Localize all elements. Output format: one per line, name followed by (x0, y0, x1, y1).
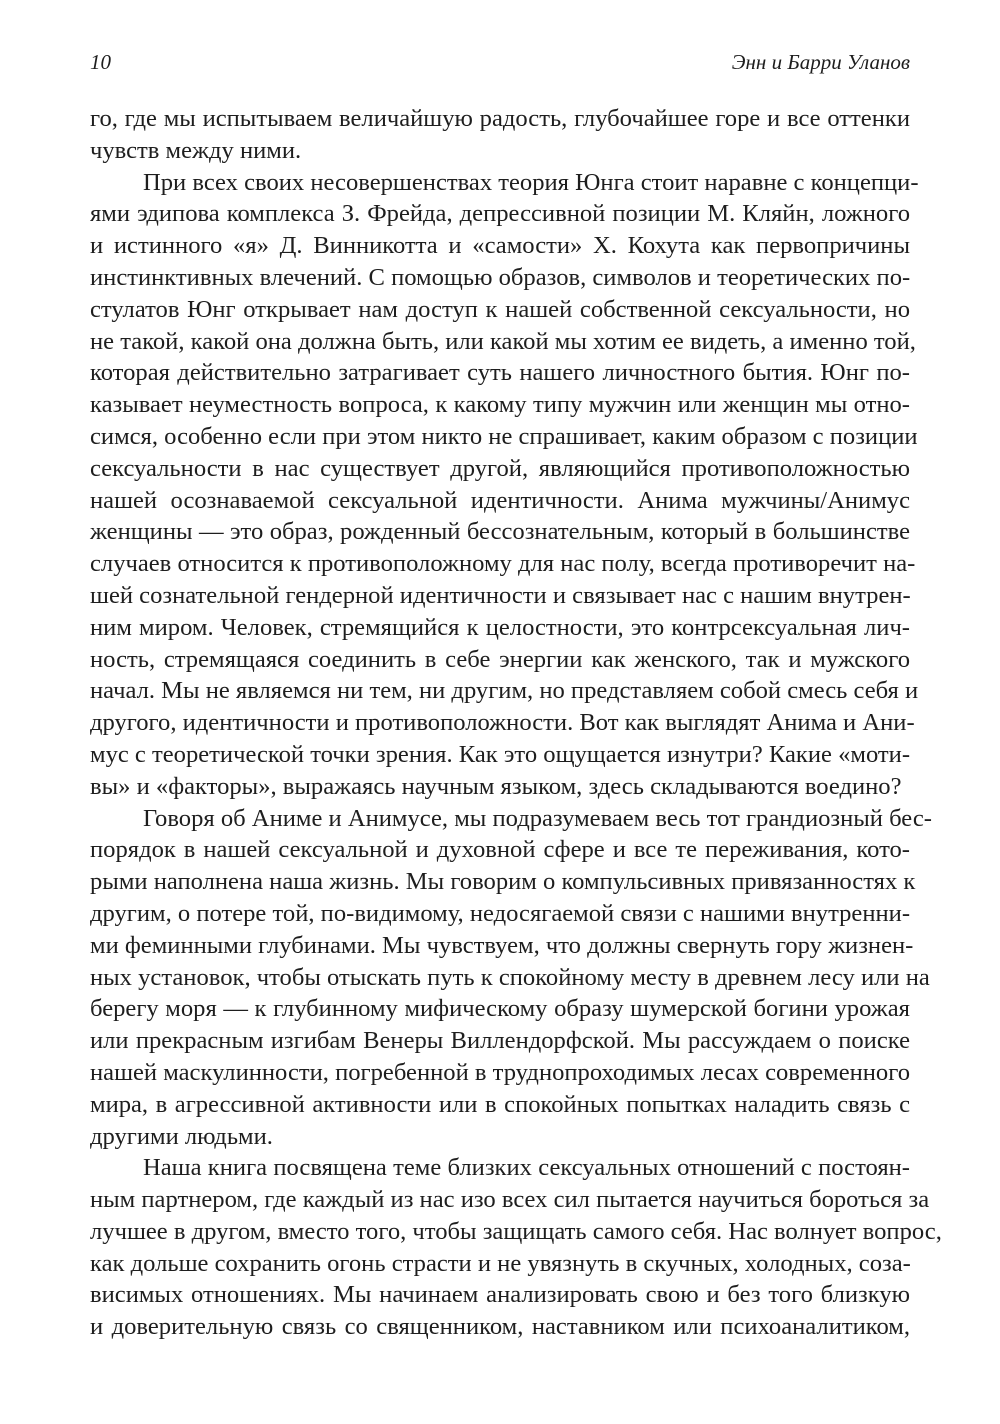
text-line: начал. Мы не являемся ни тем, ни другим, но представляем собой смесь себя и (90, 677, 919, 705)
paragraph (90, 1152, 942, 1343)
text-line: нашей маскулинности, погребенной в труднопроходимых лесах современного (90, 1058, 910, 1086)
text-line: мус с теоретической точки зрения. Как это ощущается изнутри? Какие «моти- (90, 740, 911, 768)
text-line: и доверительную связь со священником, наставником или психоаналитиком, (90, 1313, 910, 1341)
text-line: го, где мы испытываем величайшую радость, глубочайшее горе и все оттенки (90, 105, 910, 132)
running-head: Энн и Барри Уланов (731, 50, 910, 74)
paragraph (90, 103, 910, 167)
text-line: не такой, какой она должна быть, или какой мы хотим ее видеть, а именно той, (90, 327, 916, 355)
text-line: ми феминными глубинами. Мы чувствуем, что должны свернуть гору жизнен- (90, 931, 914, 959)
text-line: другим, о потере той, по-видимому, недосягаемой связи с нашими внутренни- (90, 899, 911, 927)
text-line: Наша книга посвящена теме близких сексуальных отношений с постоян- (143, 1154, 910, 1182)
page-header (90, 50, 910, 80)
text-line: шей сознательной гендерной идентичности и связывает нас с нашим внутрен- (90, 581, 911, 609)
text-line: случаев относится к противоположному для нас полу, всегда противоречит на- (90, 550, 916, 578)
text-line: инстинктивных влечений. С помощью образов, символов и теоретических по- (90, 263, 911, 291)
text-line: Говоря об Аниме и Анимусе, мы подразумеваем весь тот грандиозный бес- (143, 804, 932, 832)
text-line: мира, в агрессивной активности или в спокойных попытках наладить связь с (90, 1090, 910, 1118)
page-number: 10 (90, 50, 111, 74)
text-line: чувств между ними. (90, 136, 302, 164)
text-line: порядок в нашей сексуальной и духовной сфере и все те переживания, кото- (90, 836, 910, 864)
text-line: При всех своих несовершенствах теория Юнга стоит наравне с концепци- (143, 168, 919, 196)
text-line: или прекрасным изгибам Венеры Виллендорфской. Мы рассуждаем о поиске (90, 1027, 910, 1055)
text-line: рыми наполнена наша жизнь. Мы говорим о компульсивных привязанностях к (90, 868, 916, 896)
text-line: стулатов Юнг открывает нам доступ к нашей собственной сексуальности, но (90, 295, 910, 323)
text-line: женщины — это образ, рожденный бессознательным, который в большинстве (90, 518, 910, 546)
text-line: казывает неуместность вопроса, к какому типу мужчин или женщин мы отно- (90, 391, 910, 419)
text-line: вы» и «факторы», выражаясь научным языком, здесь складываются воедино? (90, 772, 902, 800)
text-line: ями эдипова комплекса З. Фрейда, депрессивной позиции М. Кляйн, ложного (90, 200, 910, 228)
text-line: и истинного «я» Д. Винникотта и «самости» Х. Кохута как первопричины (90, 232, 910, 260)
text-line: симся, особенно если при этом никто не спрашивает, каким образом с позиции (90, 422, 918, 450)
paragraph (90, 803, 932, 1153)
text-line: висимых отношениях. Мы начинаем анализировать свою и без того близкую (90, 1281, 910, 1309)
text-line: другими людьми. (90, 1122, 273, 1150)
text-line: другого, идентичности и противоположности. Вот как выглядят Анима и Ани- (90, 709, 915, 737)
body-text (90, 103, 942, 1343)
text-line: ность, стремящаяся соединить в себе энергии как женского, так и мужского (90, 645, 910, 673)
paragraph (90, 167, 919, 803)
text-line: как дольше сохранить огонь страсти и не увязнуть в скучных, холодных, соза- (90, 1249, 911, 1277)
text-line: ним миром. Человек, стремящийся к целостности, это контрсексуальная лич- (90, 613, 910, 641)
text-line: ных установок, чтобы отыскать путь к спокойному месту в древнем лесу или на (90, 963, 930, 991)
text-line: ным партнером, где каждый из нас изо всех сил пытается научиться бороться за (90, 1186, 930, 1214)
text-line: нашей осознаваемой сексуальной идентичности. Анима мужчины/Анимус (90, 486, 910, 514)
text-line: берегу моря — к глубинному мифическому образу шумерской богини урожая (90, 995, 910, 1023)
text-line: сексуальности в нас существует другой, являющийся противоположностью (90, 454, 910, 482)
text-line: которая действительно затрагивает суть нашего личностного бытия. Юнг по- (90, 359, 910, 387)
text-line: лучшее в другом, вместо того, чтобы защищать самого себя. Нас волнует вопрос, (90, 1217, 942, 1245)
